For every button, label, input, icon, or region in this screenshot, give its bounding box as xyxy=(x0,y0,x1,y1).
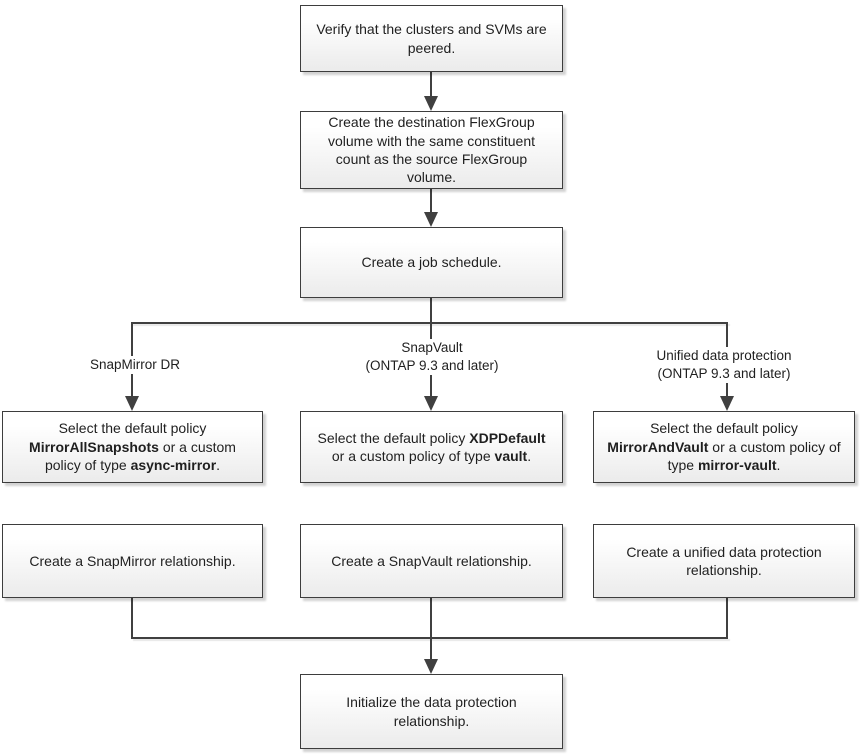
branch-label-snapmirror-dr xyxy=(43,356,227,374)
connector-merge-right xyxy=(726,598,728,639)
node-text: Initialize the data protection relationship. xyxy=(346,694,517,729)
connector-schedule-branch-stem xyxy=(430,298,432,324)
arrowhead-down-icon xyxy=(424,659,438,674)
node-create-destination-flexgroup xyxy=(300,111,563,189)
node-policy-unified xyxy=(593,411,855,483)
node-create-snapmirror-relationship xyxy=(2,524,263,598)
arrowhead-down-icon xyxy=(424,396,438,411)
connector-verify-to-destination xyxy=(430,72,432,97)
connector-destination-to-schedule xyxy=(430,189,432,213)
node-create-snapvault-relationship xyxy=(300,524,563,598)
node-text: Select the default policy MirrorAllSnapshots or a custom policy of type async-mirror. xyxy=(29,420,236,474)
node-create-unified-relationship xyxy=(593,524,855,598)
branch-label-snapvault xyxy=(340,339,524,375)
connector-merge-left xyxy=(131,598,133,639)
node-text: Select the default policy MirrorAndVault or a custom policy of type mirror-vault. xyxy=(607,420,841,474)
node-text: Create a job schedule. xyxy=(361,254,502,271)
node-text: Select the default policy XDPDefault or a custom policy of type vault. xyxy=(317,429,546,464)
node-initialize-relationship xyxy=(300,674,563,749)
branch-label-line: SnapMirror DR xyxy=(89,357,181,372)
arrowhead-down-icon xyxy=(424,96,438,111)
branch-label-unified-data-protection xyxy=(627,347,821,383)
node-create-job-schedule xyxy=(300,227,563,298)
node-policy-snapvault xyxy=(300,411,563,483)
arrowhead-down-icon xyxy=(424,212,438,227)
connector-to-initialize xyxy=(430,598,432,660)
node-text: Verify that the clusters and SVMs are peered. xyxy=(316,21,547,56)
branch-label-line: (ONTAP 9.3 and later) xyxy=(365,358,499,373)
node-text: Create a SnapMirror relationship. xyxy=(29,552,236,569)
node-text: Create a SnapVault relationship. xyxy=(331,552,532,569)
branch-label-line: SnapVault xyxy=(401,340,463,355)
branch-label-line: Unified data protection xyxy=(656,348,792,363)
branch-label-line: (ONTAP 9.3 and later) xyxy=(657,366,791,381)
arrowhead-down-icon xyxy=(125,396,139,411)
node-policy-snapmirror xyxy=(2,411,263,483)
node-verify-peering xyxy=(300,5,563,72)
node-text: Create the destination FlexGroup volume with the same constituent count as the source FlexGroup volume. xyxy=(328,114,535,186)
arrowhead-down-icon xyxy=(720,396,734,411)
node-text: Create a unified data protection relationship. xyxy=(626,543,822,578)
